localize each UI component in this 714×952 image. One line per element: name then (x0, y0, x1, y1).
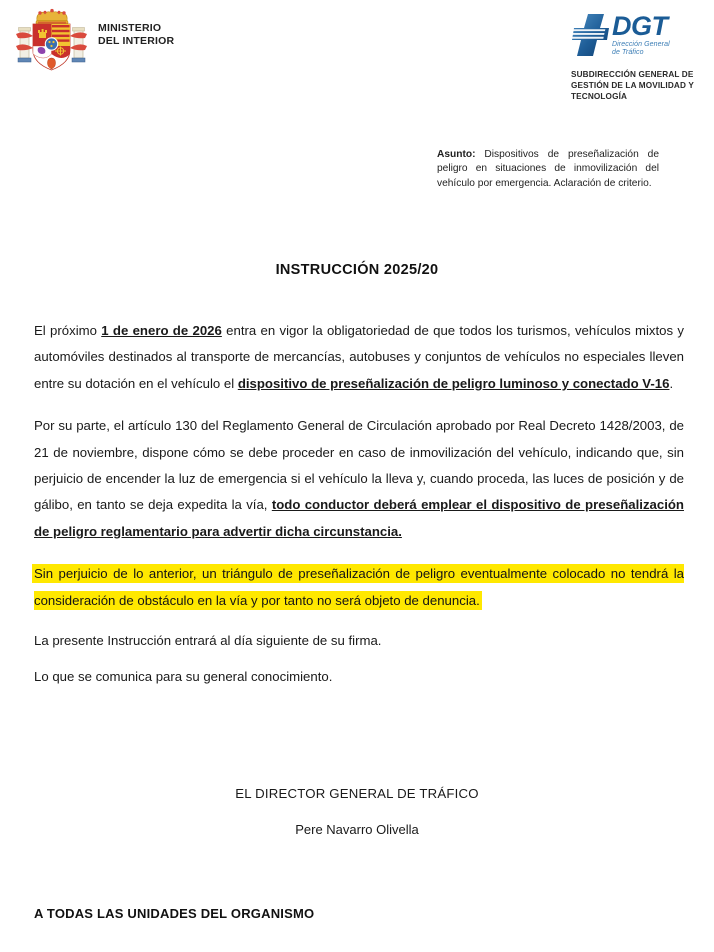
ministry-name-line1: MINISTERIO (98, 22, 162, 34)
dgt-logo (571, 12, 706, 64)
subject-block (437, 148, 659, 191)
p1-part1: El próximo (34, 323, 102, 338)
paragraph-5: Lo que se comunica para su general conocimiento. (34, 669, 333, 685)
ministry-branding (14, 8, 174, 76)
dgt-wordmark-wrap (612, 11, 670, 57)
subject-label: Asunto: (437, 149, 476, 160)
signature-block (0, 786, 714, 837)
paragraph-4: La presente Instrucción entrará al día siguiente de su firma. (34, 633, 382, 649)
p1-emphasis-date: 1 de enero de 2026 (101, 323, 222, 338)
dgt-tagline (612, 41, 670, 58)
subdivision-name (571, 70, 711, 102)
ministry-name (98, 22, 174, 49)
dgt-logo-mark-icon (571, 12, 611, 63)
p1-part3: . (669, 375, 674, 391)
paragraph-1 (34, 318, 684, 397)
signer-name: Pere Navarro Olivella (295, 822, 419, 837)
subject-text: Dispositivos de preseñalización de peligro en situaciones de inmovilización del vehículo por emergencia. Aclaración de criterio. (437, 149, 659, 189)
paragraph-2 (34, 413, 684, 545)
document-header (0, 0, 714, 130)
subdivision-line-1: SUBDIRECCIÓN GENERAL DE (571, 70, 694, 79)
dgt-wordmark: DGT (612, 11, 668, 41)
p1-emphasis-device: dispositivo de preseñalización de peligro luminoso y conectado V-16 (237, 375, 670, 391)
page-title: INSTRUCCIÓN 2025/20 (275, 262, 439, 278)
spanish-coat-of-arms-icon (14, 8, 90, 76)
p1-part2: entra en vigor la obligatoriedad de que todos los turismos, vehículos mixtos y automóviles destinados al transporte de mercancías, autobuses y conjuntos de vehículos no especiales lleven entre su dotación en el vehículo el (34, 323, 684, 391)
agency-branding (571, 12, 706, 102)
p2-part1: Por su parte, el artículo 130 del Reglamento General de Circulación aprobado por Real Decreto 1428/2003, de 21 de noviembre, dispone cómo se debe proceder en caso de inmovilización del vehículo, indicando que, sin perjuicio de encender la luz de emergencia si el vehículo la lleva y, cuando proceda, las luces de posición y de gálibo, en tanto se deja expedita la vía, (34, 418, 684, 513)
addressee-line: A TODAS LAS UNIDADES DEL ORGANISMO (34, 906, 315, 921)
subdivision-line-3: TECNOLOGÍA (571, 91, 628, 101)
dgt-tagline-line1: Dirección General (612, 40, 670, 48)
document-body (34, 318, 684, 691)
paragraph-3-highlighted (34, 561, 684, 614)
highlighted-text: Sin perjuicio de lo anterior, un triángulo de preseñalización de peligro eventualmente colocado no tendrá la consideración de obstáculo en la vía y por tanto no será objeto de denuncia. (34, 566, 684, 608)
subdivision-line-2: GESTIÓN DE LA MOVILIDAD Y (571, 80, 694, 90)
ministry-name-line2: DEL INTERIOR (98, 35, 175, 48)
dgt-tagline-line2: de Tráfico (612, 49, 644, 57)
signer-role: EL DIRECTOR GENERAL DE TRÁFICO (235, 786, 479, 801)
p2-emphasis-obligation: todo conductor deberá emplear el dispositivo de preseñalización de peligro reglamentario para advertir dicha circunstancia. (34, 497, 684, 539)
